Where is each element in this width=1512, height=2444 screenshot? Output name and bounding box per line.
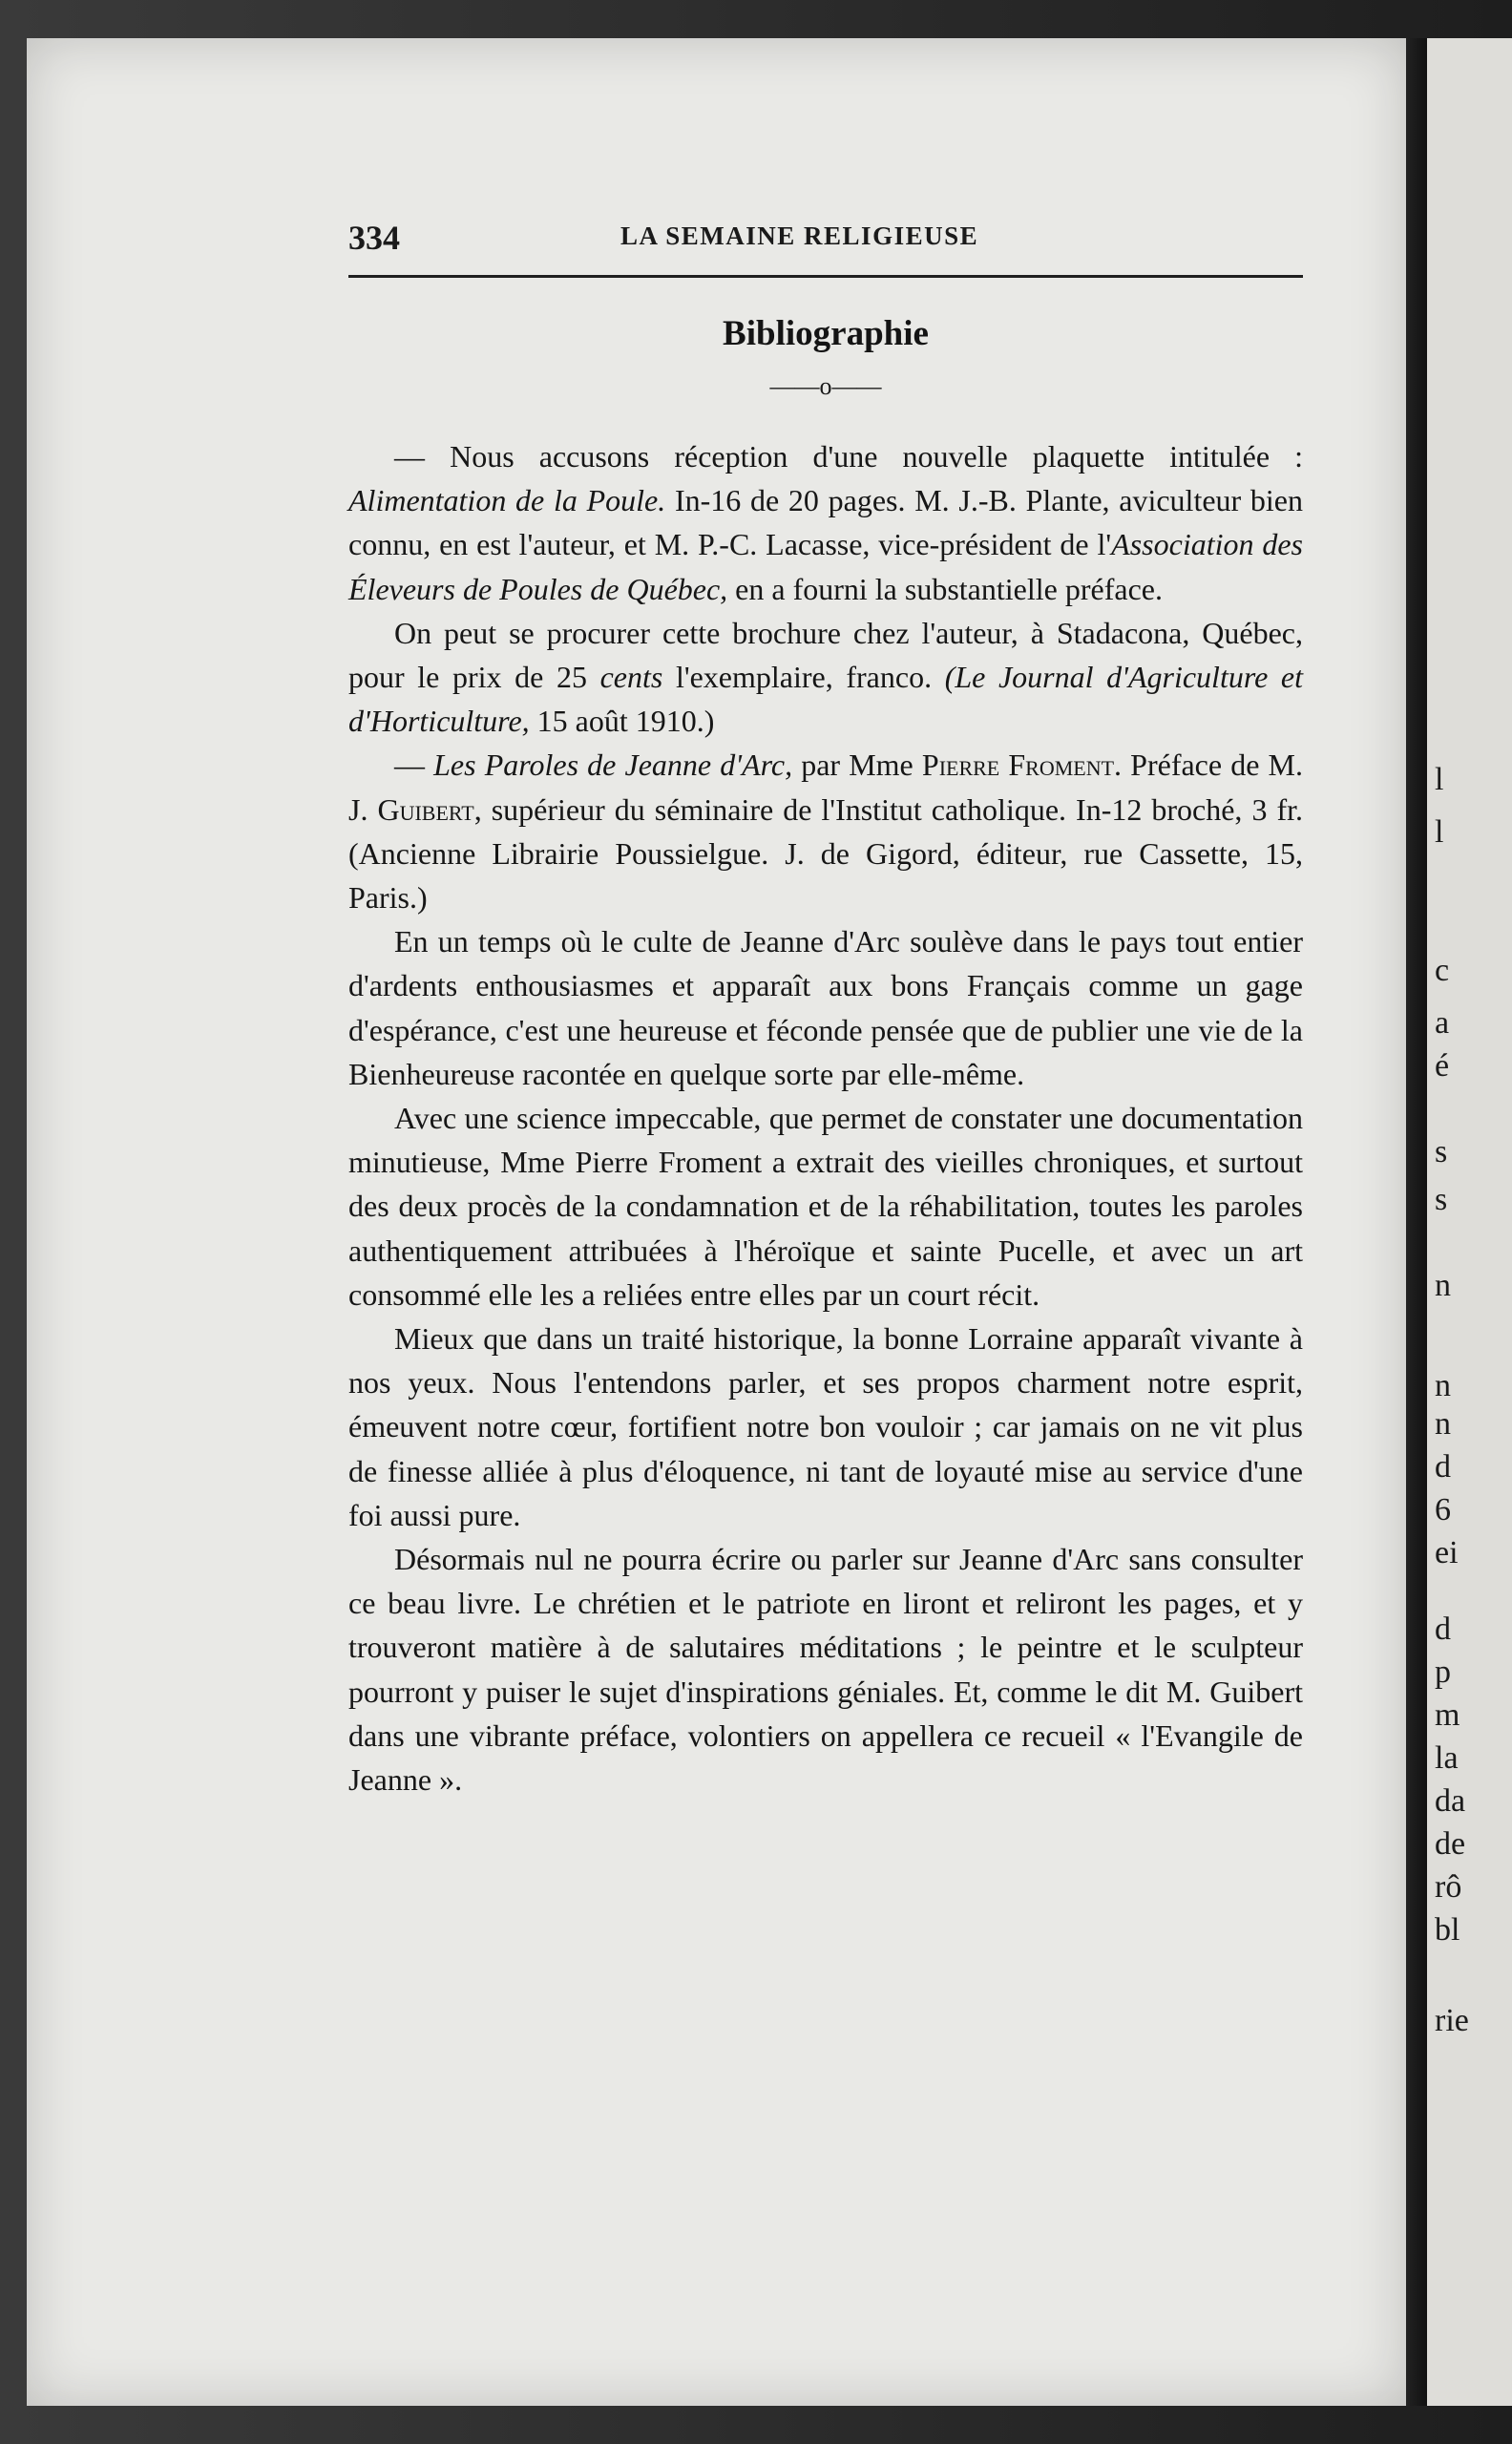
book-gutter	[1406, 38, 1427, 2406]
facing-text-fragment: a	[1435, 1005, 1450, 1041]
facing-text-fragment: de	[1435, 1826, 1466, 1862]
facing-text-fragment: da	[1435, 1783, 1466, 1819]
facing-text-fragment: c	[1435, 953, 1450, 988]
book-title: Les Paroles de Jeanne d'Arc,	[433, 748, 793, 783]
text-run: l'exemplaire, franco.	[662, 660, 945, 695]
facing-page-edge	[1427, 38, 1512, 2406]
text-run: , supérieur du séminaire de l'Institut catholique. In-12 broché, 3 fr. (Ancienne Librairie Poussielgue. J. de Gigord, éditeur, rue Cassette, 15, Paris.)	[348, 791, 1304, 916]
text-run: On peut se procurer cette brochure chez l'auteur, à Stadacona, Québec, pour le prix de 25	[348, 615, 1303, 695]
text-run: en a fourni la substantielle préface.	[727, 571, 1163, 606]
paragraph-lorraine: Mieux que dans un traité historique, la bonne Lorraine apparaît vivante à nos yeux. Nous l'entendons parler, et ses propos charment notre esprit, émeuvent notre cœur, fortifient notre bon vouloir ; car jamais on ne vit plus de finesse alliée à plus d'éloquence, ni tant de loyauté mise au service d'une foi aussi pure.	[348, 1321, 1303, 1532]
text-run: . Préface de M. J.	[348, 748, 1303, 827]
currency-word: cents	[599, 660, 663, 695]
journal-source: (Le Journal d'Agriculture et d'Horticulture,	[348, 660, 1304, 739]
text-run: In-16 de 20 pages. M. J.-B. Plante, aviculteur bien connu, en est l'auteur, et M. P.-C. Lacasse, vice-président de l'	[348, 483, 1304, 562]
facing-text-fragment: p	[1435, 1654, 1451, 1690]
paragraph-documentation: Avec une science impeccable, que permet de constater une documentation minutieuse, Mme Pierre Froment a extrait des vieilles chroniques, et surtout des deux procès de la condamnation et de la réhabilitation, toutes les paroles authentiquement attribuées à l'héroïque et sainte Pucelle, et avec un art consommé elle les a reliées entre elles par un court récit.	[348, 1101, 1303, 1312]
paragraph-conclusion: Désormais nul ne pourra écrire ou parler sur Jeanne d'Arc sans consulter ce beau livre. Le chrétien et le patriote en liront et reliront les pages, et y trouveront matière à de salutaires méditations ; le peintre et le sculpteur pourront y puiser le sujet d'inspirations géniales. Et, comme le dit M. Guibert dans une vibrante préface, volontiers on appellera ce recueil « l'Evangile de Jeanne ».	[348, 1542, 1303, 1798]
facing-text-fragment: rô	[1435, 1869, 1462, 1905]
facing-text-fragment: bl	[1435, 1912, 1460, 1948]
facing-text-fragment: n	[1435, 1406, 1451, 1442]
facing-text-fragment: d	[1435, 1449, 1451, 1485]
facing-text-fragment: ei	[1435, 1535, 1459, 1570]
article-body	[348, 434, 1303, 1801]
section-title: Bibliographie	[723, 314, 929, 353]
facing-text-fragment: la	[1435, 1740, 1459, 1776]
facing-text-fragment: rie	[1435, 2003, 1469, 2038]
facing-text-fragment: n	[1435, 1268, 1451, 1303]
facing-text-fragment: é	[1435, 1048, 1450, 1084]
author-name: Pierre Froment	[921, 748, 1115, 783]
preface-author-name: Guibert	[377, 791, 474, 827]
facing-text-fragment: n	[1435, 1368, 1451, 1403]
section-ornament: ——o——	[769, 372, 882, 400]
facing-text-fragment: d	[1435, 1612, 1451, 1647]
page-header	[348, 218, 1303, 265]
facing-text-fragment: m	[1435, 1697, 1460, 1733]
facing-text-fragment: l	[1435, 814, 1444, 850]
running-head: LA SEMAINE RELIGIEUSE	[620, 221, 979, 250]
paragraph-jeanne-context: En un temps où le culte de Jeanne d'Arc soulève dans le pays tout entier d'ardents enthousiasmes et apparaît aux bons Français comme un gage d'espérance, c'est une heureuse et féconde pensée que de publier une vie de la Bienheureuse racontée en quelque sorte par elle-même.	[348, 924, 1303, 1091]
facing-text-fragment: 6	[1435, 1492, 1451, 1528]
facing-text-fragment: s	[1435, 1182, 1448, 1217]
association-name: Association des Éleveurs de Poules de Québec,	[348, 527, 1304, 606]
facing-text-fragment: l	[1435, 762, 1444, 797]
text-run: —	[394, 748, 434, 783]
header-rule	[348, 275, 1303, 278]
paragraph-jeanne-book-notice	[348, 743, 1303, 919]
text-run: par Mme	[792, 748, 922, 783]
book-title: Alimentation de la Poule.	[348, 483, 666, 518]
paragraph-brochure-price	[348, 611, 1303, 744]
facing-text-fragment: s	[1435, 1134, 1448, 1169]
text-run: 15 août 1910.)	[529, 704, 715, 739]
page-number: 334	[348, 219, 400, 257]
text-run: — Nous accusons réception d'une nouvelle plaquette intitulée :	[394, 439, 1303, 474]
paragraph-poule-notice	[348, 434, 1303, 611]
